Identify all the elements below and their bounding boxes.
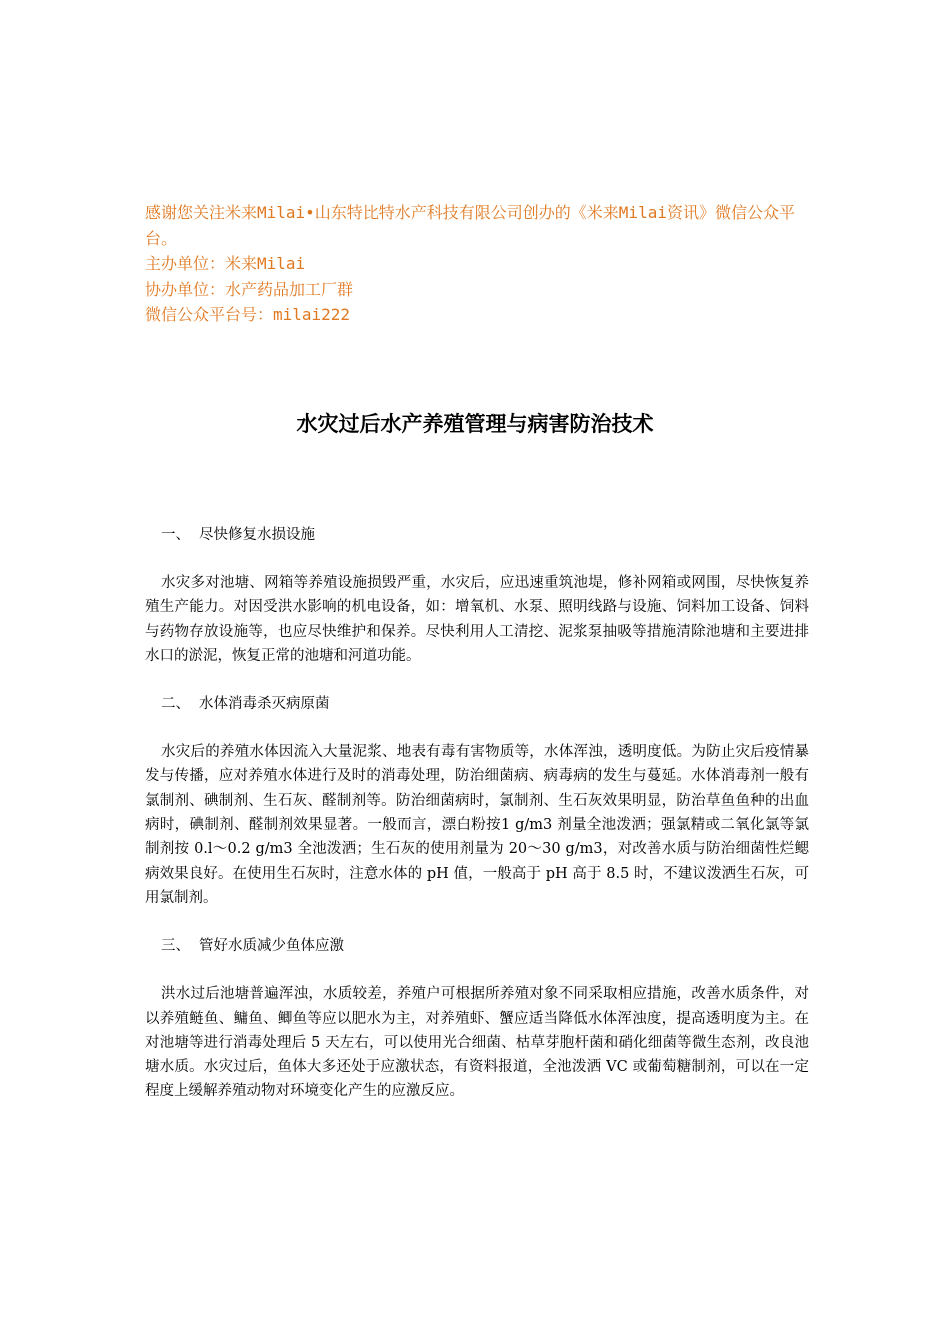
section-number: 三、 — [161, 938, 190, 955]
intro-block — [145, 200, 815, 328]
section-heading — [145, 934, 809, 958]
intro-wechat-line: 微信公众平台号：milai222 — [145, 305, 351, 324]
intro-thanks-line: 感谢您关注米来Milai•山东特比特水产科技有限公司创办的《米来Milai资讯》微信公众平台。 — [145, 203, 795, 248]
section-heading-text: 管好水质减少鱼体应激 — [199, 938, 344, 955]
intro-cohost-line: 协办单位：水产药品加工厂群 — [145, 279, 354, 299]
document-body — [145, 523, 809, 1104]
section-3 — [145, 934, 809, 1103]
intro-host-line: 主办单位：米来Milai — [145, 254, 306, 273]
section-heading-text: 水体消毒杀灭病原菌 — [199, 696, 330, 713]
section-paragraph: 水灾后的养殖水体因流入大量泥浆、地表有毒有害物质等，水体浑浊，透明度低。为防止灾后疫情暴发与传播，应对养殖水体进行及时的消毒处理，防治细菌病、病毒病的发生与蔓延。水体消毒剂一般有氯制剂、碘制剂、生石灰、醛制剂等。防治细菌病时，氯制剂、生石灰效果明显，防治草鱼鱼种的出血病时，碘制剂、醛制剂效果显著。一般而言，漂白粉按1 g/m3 剂量全池泼洒；强氯精或二氧化氯等氯制剂按 0.l～0.2 g/m3 全池泼洒；生石灰的使用剂量为 20～30 g/m3，对改善水质与防治细菌性烂鳃病效果良好。在使用生石灰时，注意水体的 pH 值，一般高于 pH 高于 8.5 时，不建议泼洒生石灰，可用氯制剂。 — [145, 744, 809, 906]
document-title: 水灾过后水产养殖管理与病害防治技术 — [296, 412, 654, 436]
section-number: 二、 — [161, 696, 190, 713]
section-2 — [145, 692, 809, 934]
section-heading — [145, 523, 809, 547]
section-heading — [145, 692, 809, 716]
section-1 — [145, 523, 809, 692]
section-number: 一、 — [161, 527, 190, 543]
section-paragraph: 水灾多对池塘、网箱等养殖设施损毁严重，水灾后，应迅速重筑池堤，修补网箱或网围，尽快恢复养殖生产能力。对因受洪水影响的机电设备，如：增氧机、水泵、照明线路与设施、饲料加工设备、饲料与药物存放设施等，也应尽快维护和保养。尽快利用人工清挖、泥浆泵抽吸等措施清除池塘和主要进排水口的淤泥，恢复正常的池塘和河道功能。 — [145, 575, 809, 664]
section-heading-text: 尽快修复水损设施 — [199, 527, 315, 543]
section-paragraph: 洪水过后池塘普遍浑浊，水质较差，养殖户可根据所养殖对象不同采取相应措施，改善水质条件，对以养殖鲢鱼、鳙鱼、鲫鱼等应以肥水为主，对养殖虾、蟹应适当降低水体浑浊度，提高透明度为主。在对池塘等进行消毒处理后 5 天左右，可以使用光合细菌、枯草芽胞杆菌和硝化细菌等微生态剂，改良池塘水质。水灾过后，鱼体大多还处于应激状态，有资料报道，全池泼洒 VC 或葡萄糖制剂，可以在一定程度上缓解养殖动物对环境变化产生的应激反应。 — [145, 986, 809, 1100]
